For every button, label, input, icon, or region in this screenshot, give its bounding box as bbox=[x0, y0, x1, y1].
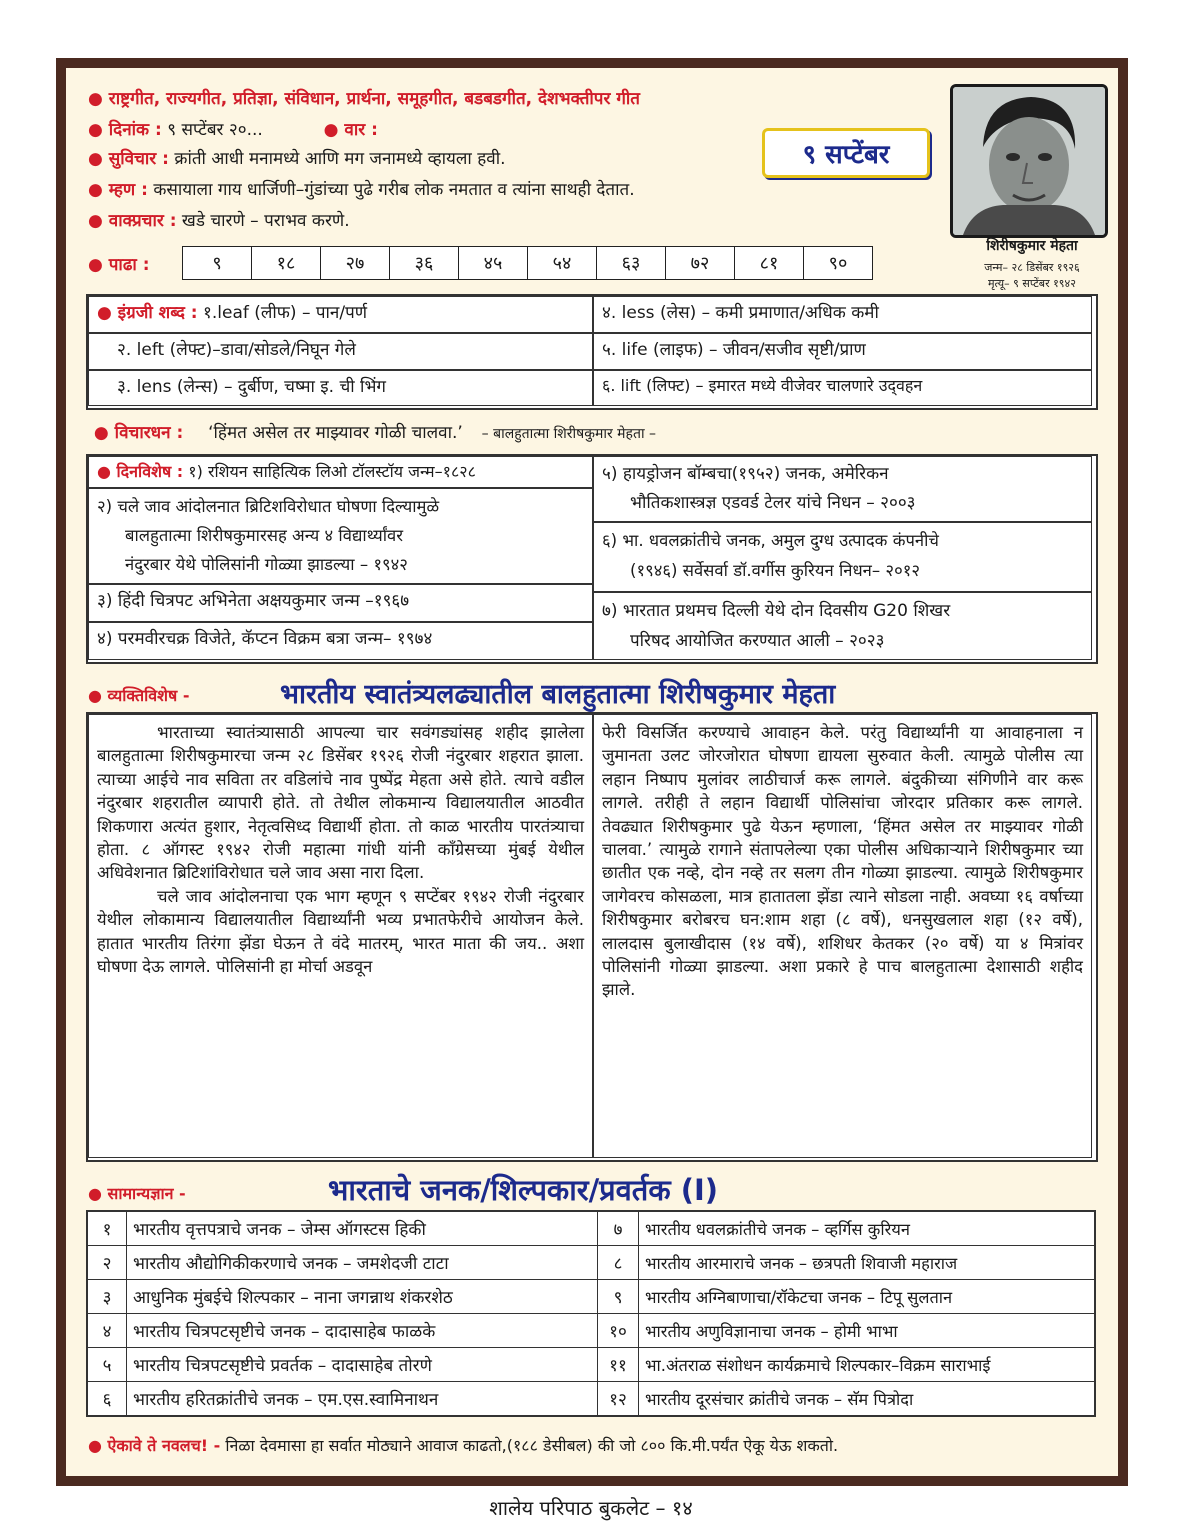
idiom-text: खडे चारणे – पराभव करणे. bbox=[181, 211, 350, 231]
dinvishesh-item: ३) हिंदी चित्रपट अभिनेता अक्षयकुमार जन्म –१९६७ bbox=[88, 584, 593, 622]
vichardhan-author: – बालहुतात्मा शिरीषकुमार मेहता – bbox=[481, 426, 657, 442]
dinvishesh-text: ५) हायड्रोजन बॉम्बचा(१९५२) जनक, अमेरिकन bbox=[602, 464, 889, 484]
portrait-died: मृत्यू– ९ सप्टेंबर १९४२ bbox=[988, 277, 1076, 290]
gk-row bbox=[87, 1382, 1095, 1417]
gk-number: १० bbox=[598, 1314, 639, 1348]
page-paper bbox=[66, 68, 1118, 1476]
vichardhan-label: विचारधन : bbox=[114, 423, 184, 443]
gk-text: भारतीय अग्निबाणाचा/रॉकेटचा जनक – टिपू सुलतान bbox=[639, 1280, 1096, 1314]
page-footer: शालेय परिपाठ बुकलेट – १४ bbox=[489, 1496, 693, 1520]
gk-number: ११ bbox=[598, 1348, 639, 1382]
gk-number: ६ bbox=[87, 1382, 127, 1417]
gk-number: २ bbox=[87, 1246, 127, 1280]
gk-label: सामान्यज्ञान - bbox=[107, 1184, 186, 1203]
fact-line: ● ऐकावे ते नवलच! - निळा देवमासा हा सर्वात मोठ्याने आवाज काढतो,(१८८ डेसीबल) की जो ८०० कि.मी.पर्यंत ऐकू येऊ शकतो. bbox=[88, 1436, 839, 1455]
idiom-label: वाक्प्रचार : bbox=[108, 211, 177, 231]
gk-number: १२ bbox=[598, 1382, 639, 1417]
dinvishesh-label: दिनविशेष : bbox=[116, 462, 184, 481]
portrait-born: जन्म– २८ डिसेंबर १९२६ bbox=[984, 261, 1080, 274]
thought-line: ● सुविचार : क्रांती आधी मनामध्ये आणि मग जनामध्ये व्हायला हवी. bbox=[88, 149, 506, 169]
gk-text: भारतीय औद्योगिकीकरणाचे जनक – जमशेदजी टाटा bbox=[127, 1246, 598, 1280]
dinvishesh-text: ७) भारतात प्रथमच दिल्ली येथे दोन दिवसीय G20 शिखर bbox=[602, 601, 951, 621]
english-word-item: ५. life (लाइफ) – जीवन/सजीव सृष्टी/प्राण bbox=[593, 333, 1092, 370]
vyakti-right-paragraph: फेरी विसर्जित करण्याचे आवाहन केले. परंतु विद्यार्थ्यांनी या आवाहनाला न जुमानता उलट जोरजोरात घोषणा द्यायला सुरुवात केली. त्यामुळे पोलीस त्या लहान निष्पाप मुलांवर लाठीचार्ज करू लागले. बंदुकीच्या संगिणीने वार करू लागले. तरीही ते लहान विद्यार्थी पोलिसांचा जोरदार प्रतिकार करू लागले. तेवढ्यात शिरीषकुमार पुढे येऊन म्हणाला, ‘हिंमत असेल तर माझ्यावर गोळी चालवा.’ त्यामुळे रागाने संतापलेल्या एका पोलीस अधिकाऱ्याने शिरीषकुमार च्या छातीत एक नव्हे, दोन नव्हे तर सलग तीन गोळ्या झाडल्या. त्यामुळे शिरीषकुमार जागेवरच कोसळला, मात्र हातातला झेंडा त्याने सोडला नाही. अवघ्या १६ वर्षाच्या शिरीषकुमार बरोबरच घन:शाम शहा (८ वर्षे), धनसुखलाल शहा (१२ वर्षे), लालदास बुलाखीदास (१४ वर्षे), शशिधर केतकर (२० वर्षे) या ४ मित्रांवर पोलिसांनी गोळ्या झाडल्या. अशा प्रकारे हे पाच बालहुतात्मा देशासाठी शहीद झाले. bbox=[602, 723, 1084, 1000]
gk-text: भारतीय धवलक्रांतीचे जनक – व्हर्गिस कुरियन bbox=[639, 1211, 1096, 1246]
dinvishesh-item bbox=[88, 488, 593, 584]
dinvishesh-item bbox=[593, 522, 1092, 592]
padha-cell: २७ bbox=[321, 247, 390, 280]
proverb-line: ● म्हण : कसायाला गाय धार्जिणी–गुंडांच्या पुढे गरीब लोक नमतात व त्यांना साथही देतात. bbox=[88, 180, 635, 200]
padha-cell: ३६ bbox=[390, 247, 459, 280]
english-word-item: ● इंग्रजी शब्द : १.leaf (लीफ) – पान/पर्ण bbox=[88, 296, 593, 333]
vyakti-left-column bbox=[88, 714, 593, 1158]
date-label: दिनांक : bbox=[108, 120, 162, 140]
activities-line: ● राष्ट्रगीत, राज्यगीत, प्रतिज्ञा, संविधान, प्रार्थना, समूहगीत, बडबडगीत, देशभक्तीपर गीत bbox=[88, 89, 640, 109]
gk-text: भारतीय अणुविज्ञानाचा जनक – होमी भाभा bbox=[639, 1314, 1096, 1348]
gk-number: ४ bbox=[87, 1314, 127, 1348]
date-box: ९ सप्टेंबर bbox=[762, 128, 930, 178]
dinvishesh-grid bbox=[86, 454, 1098, 664]
gk-text: भारतीय चित्रपटसृष्टीचे प्रवर्तक – दादासाहेब तोरणे bbox=[127, 1348, 598, 1382]
gk-number: १ bbox=[87, 1211, 127, 1246]
dinvishesh-text: भौतिकशास्त्रज्ञ एडवर्ड टेलर यांचे निधन – २००३ bbox=[630, 493, 916, 513]
thought-text: क्रांती आधी मनामध्ये आणि मग जनामध्ये व्हायला हवी. bbox=[174, 149, 506, 169]
gk-text: भा.अंतराळ संशोधन कार्यक्रमाचे शिल्पकार–विक्रम साराभाई bbox=[639, 1348, 1096, 1382]
gk-text: भारतीय हरितक्रांतीचे जनक – एम.एस.स्वामिनाथन bbox=[127, 1382, 598, 1417]
vichardhan-line: ● विचारधन : ‘हिंमत असेल तर माझ्यावर गोळी चालवा.’ – बालहुतात्मा शिरीषकुमार मेहता – bbox=[88, 423, 657, 443]
padha-cell: ९० bbox=[804, 247, 873, 280]
idiom-line: ● वाक्प्रचार : खडे चारणे – पराभव करणे. bbox=[88, 211, 350, 231]
english-word-item: ३. lens (लेन्स) – दुर्बीण, चष्मा इ. ची भिंग bbox=[88, 370, 593, 406]
gk-row bbox=[87, 1211, 1095, 1246]
gk-number: ७ bbox=[598, 1211, 639, 1246]
gk-row bbox=[87, 1348, 1095, 1382]
fact-label: ऐकावे ते नवलच! - bbox=[107, 1436, 221, 1455]
english-words-label: इंग्रजी शब्द : bbox=[117, 303, 198, 323]
dinvishesh-text: नंदुरबार येथे पोलिसांनी गोळ्या झाडल्या – १९४२ bbox=[125, 555, 408, 574]
dinvishesh-item bbox=[593, 592, 1092, 660]
dinvishesh-text: (१९४६) सर्वेसर्वा डॉ.वर्गीस कुरियन निधन– २०१२ bbox=[630, 561, 920, 580]
page-frame bbox=[56, 58, 1128, 1486]
portrait-name: शिरीषकुमार मेहता bbox=[986, 238, 1078, 254]
english-word-item: २. left (लेफ्ट)–डावा/सोडले/निघून गेले bbox=[88, 333, 593, 370]
vyakti-right-column bbox=[593, 714, 1092, 1158]
dinvishesh-text: परिषद आयोजित करण्यात आली – २०२३ bbox=[630, 631, 885, 651]
padha-label: पाढा : bbox=[108, 255, 150, 275]
padha-cell: ६३ bbox=[597, 247, 666, 280]
vyakti-label: व्यक्तिविशेष - bbox=[107, 686, 190, 705]
activities-text: राष्ट्रगीत, राज्यगीत, प्रतिज्ञा, संविधान, प्रार्थना, समूहगीत, बडबडगीत, देशभक्तीपर गीत bbox=[108, 89, 640, 109]
padha-table bbox=[182, 246, 873, 280]
gk-title: भारताचे जनक/शिल्पकार/प्रवर्तक (I) bbox=[328, 1173, 718, 1207]
vyakti-left-paragraph: भारताच्या स्वातंत्र्यासाठी आपल्या चार सवंगड्यांसह शहीद झालेला बालहुतात्मा शिरीषकुमारचा जन्म २८ डिसेंबर १९२६ रोजी नंदुरबार शहरात झाला. त्याच्या आईचे नाव सविता तर वडिलांचे नाव पुष्पेंद्र मेहता असे होते. त्याचे वडील नंदुरबार शहरातील व्यापारी होते. तो तेथील लोकमान्य विद्यालयातील आठवीत शिकणारा अत्यंत हुशार, नेतृत्वसिध्द विद्यार्थी होता. तो काळ भारतीय पारतंत्र्याचा होता. ८ ऑगस्ट १९४२ रोजी महात्मा गांधी यांनी काँग्रेसच्या मुंबई येथील अधिवेशनात ब्रिटिशांविरोधात चले जाव असा नारा दिला. bbox=[97, 723, 584, 883]
vyakti-label-line: ● व्यक्तिविशेष - bbox=[88, 686, 190, 705]
gk-row bbox=[87, 1314, 1095, 1348]
gk-text: आधुनिक मुंबईचे शिल्पकार – नाना जगन्नाथ शंकरशेठ bbox=[127, 1280, 598, 1314]
gk-text: भारतीय चित्रपटसृष्टीचे जनक – दादासाहेब फाळके bbox=[127, 1314, 598, 1348]
dinvishesh-text: बालहुतात्मा शिरीषकुमारसह अन्य ४ विद्यार्थ्यांवर bbox=[125, 526, 404, 545]
english-word-item: ६. lift (लिफ्ट) – इमारत मध्ये वीजेवर चालणारे उद्‌वहन bbox=[593, 370, 1092, 406]
dinvishesh-text: १) रशियन साहित्यिक लिओ टॉलस्टॉय जन्म–१८२८ bbox=[188, 462, 476, 481]
gk-number: ३ bbox=[87, 1280, 127, 1314]
padha-cell: ४५ bbox=[459, 247, 528, 280]
fact-text: निळा देवमासा हा सर्वात मोठ्याने आवाज काढतो,(१८८ डेसीबल) की जो ८०० कि.मी.पर्यंत ऐकू येऊ शकतो. bbox=[225, 1436, 839, 1455]
gk-number: ५ bbox=[87, 1348, 127, 1382]
date-line: ● दिनांक : ९ सप्टेंबर २०... ● वार : bbox=[88, 120, 378, 140]
padha-cell: ९ bbox=[183, 247, 252, 280]
padha-cell: १८ bbox=[252, 247, 321, 280]
gk-table bbox=[86, 1210, 1096, 1417]
vichardhan-quote: ‘हिंमत असेल तर माझ्यावर गोळी चालवा.’ bbox=[208, 423, 463, 443]
gk-text: भारतीय आरमाराचे जनक – छत्रपती शिवाजी महाराज bbox=[639, 1246, 1096, 1280]
proverb-text: कसायाला गाय धार्जिणी–गुंडांच्या पुढे गरीब लोक नमतात व त्यांना साथही देतात. bbox=[153, 180, 635, 200]
date-value: ९ सप्टेंबर २०... bbox=[167, 120, 263, 140]
vyakti-left-paragraph: चले जाव आंदोलनाचा एक भाग म्हणून ९ सप्टेंबर १९४२ रोजी नंदुरबार येथील लोकामान्य विद्यालयातील विद्यार्थ्यांनी भव्य प्रभातफेरीचे आयोजन केले. हातात भारतीय तिरंगा झेंडा घेऊन ते वंदे मातरम्, भारत माता की जय.. अशा घोषणा देऊ लागले. पोलिसांनी हा मोर्चा अडवून bbox=[97, 886, 584, 977]
padha-cell: ७२ bbox=[666, 247, 735, 280]
english-word-item: ४. less (लेस) – कमी प्रमाणात/अधिक कमी bbox=[593, 296, 1092, 333]
gk-text: भारतीय दूरसंचार क्रांतीचे जनक – सॅम पित्रोदा bbox=[639, 1382, 1096, 1417]
dinvishesh-item: ● दिनविशेष : १) रशियन साहित्यिक लिओ टॉलस्टॉय जन्म–१८२८ bbox=[88, 456, 593, 488]
day-label: वार : bbox=[344, 120, 378, 140]
dinvishesh-item: ४) परमवीरचक्र विजेते, कॅप्टन विक्रम बत्रा जन्म– १९७४ bbox=[88, 622, 593, 660]
english-words-grid bbox=[86, 294, 1098, 410]
padha-label-line: ● पाढा : bbox=[88, 255, 150, 275]
thought-label: सुविचार : bbox=[108, 149, 169, 169]
portrait-photo bbox=[950, 84, 1108, 238]
gk-row bbox=[87, 1280, 1095, 1314]
vyakti-title: भारतीय स्वातंत्र्यलढ्यातील बालहुतात्मा शिरीषकुमार मेहता bbox=[280, 679, 836, 710]
dinvishesh-item bbox=[593, 456, 1092, 522]
dinvishesh-text: ६) भा. धवलक्रांतीचे जनक, अमुल दुग्ध उत्पादक कंपनीचे bbox=[602, 531, 939, 550]
gk-text: भारतीय वृत्तपत्राचे जनक – जेम्स ऑगस्टस हिकी bbox=[127, 1211, 598, 1246]
vyakti-box bbox=[86, 712, 1098, 1162]
gk-number: ८ bbox=[598, 1246, 639, 1280]
english-word-text: १.leaf (लीफ) – पान/पर्ण bbox=[203, 303, 368, 323]
dinvishesh-text: २) चले जाव आंदोलनात ब्रिटिशविरोधात घोषणा दिल्यामुळे bbox=[97, 497, 440, 516]
gk-row bbox=[87, 1246, 1095, 1280]
proverb-label: म्हण : bbox=[108, 180, 148, 200]
padha-cell: ८१ bbox=[735, 247, 804, 280]
gk-label-line: ● सामान्यज्ञान - bbox=[88, 1184, 186, 1203]
padha-cell: ५४ bbox=[528, 247, 597, 280]
gk-number: ९ bbox=[598, 1280, 639, 1314]
